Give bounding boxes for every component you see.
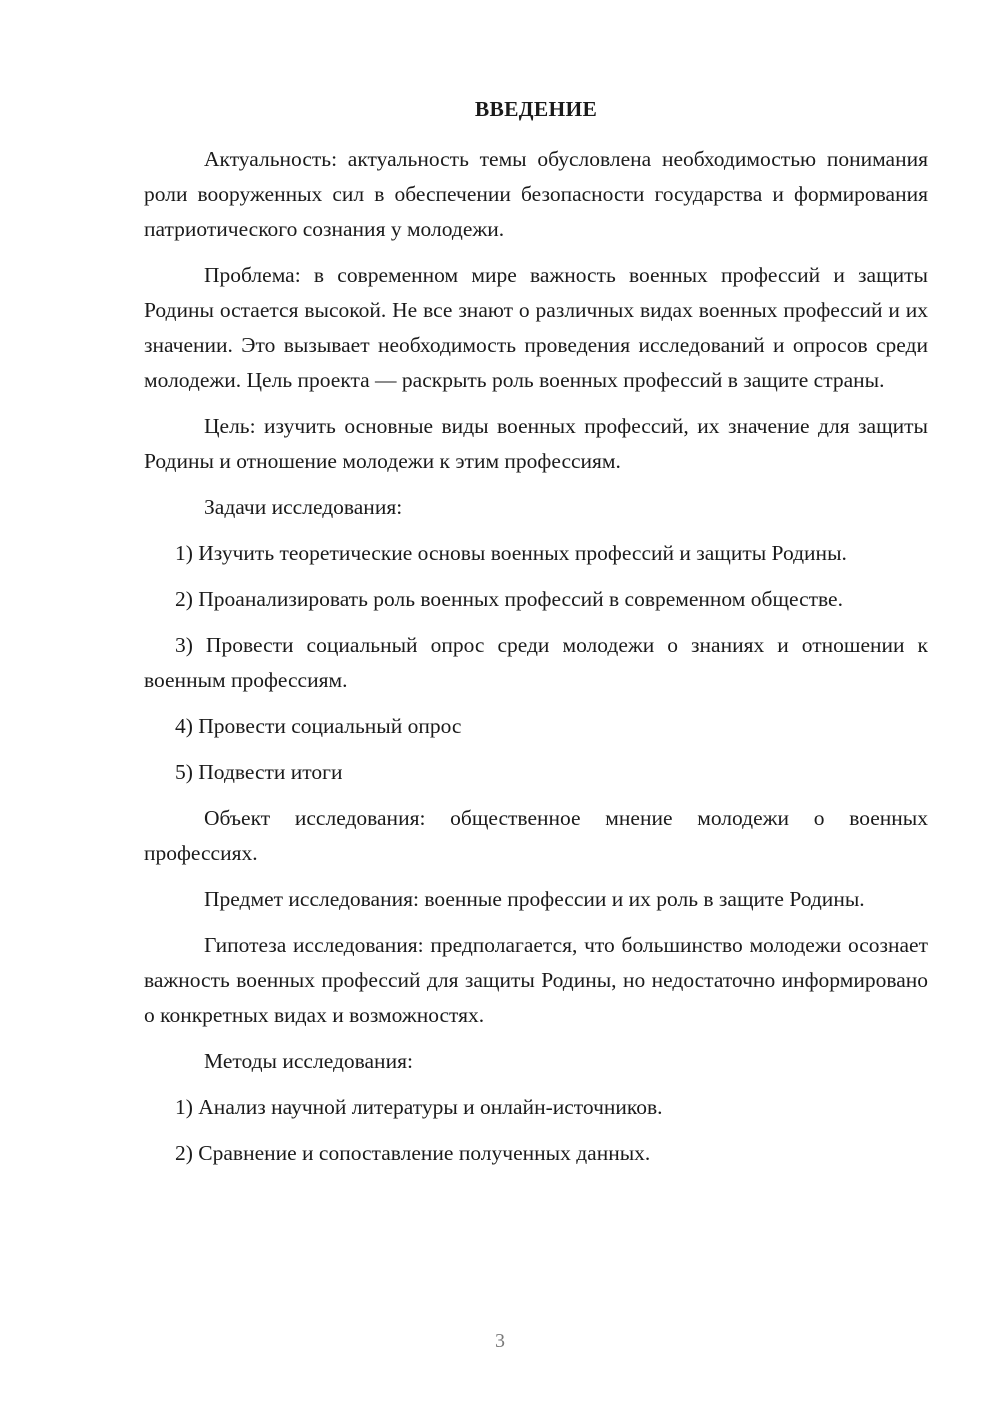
task-item-4: 4) Провести социальный опрос <box>175 714 462 738</box>
document-page <box>144 92 928 1182</box>
methods-heading: Методы исследования: <box>204 1049 413 1073</box>
subject-paragraph: Предмет исследования: военные профессии и их роль в защите Родины. <box>204 887 865 911</box>
object-paragraph: Объект исследования: общественное мнение молодежи о военных профессиях. <box>144 806 928 865</box>
task-item-2: 2) Проанализировать роль военных профессий в современном обществе. <box>175 587 843 611</box>
method-item-1: 1) Анализ научной литературы и онлайн-источников. <box>175 1095 663 1119</box>
tasks-heading: Задачи исследования: <box>204 495 403 519</box>
method-item-2: 2) Сравнение и сопоставление полученных данных. <box>175 1141 651 1165</box>
page-number: 3 <box>495 1330 505 1352</box>
problem-paragraph: Проблема: в современном мире важность военных профессий и защиты Родины остается высокой. Не все знают о различных видах военных профессий и их значении. Это вызывает необходимость проведения исследований и опросов среди молодежи. Цель проекта — раскрыть роль военных профессий в защите страны. <box>144 263 928 392</box>
relevance-paragraph: Актуальность: актуальность темы обусловлена необходимостью понимания роли вооруженных сил в обеспечении безопасности государства и формирования патриотического сознания у молодежи. <box>144 147 928 241</box>
task-item-5: 5) Подвести итоги <box>175 760 343 784</box>
task-item-1: 1) Изучить теоретические основы военных профессий и защиты Родины. <box>175 541 847 565</box>
hypothesis-paragraph: Гипотеза исследования: предполагается, что большинство молодежи осознает важность военных профессий для защиты Родины, но недостаточно информировано о конкретных видах и возможностях. <box>144 933 928 1027</box>
goal-paragraph: Цель: изучить основные виды военных профессий, их значение для защиты Родины и отношение молодежи к этим профессиям. <box>144 414 928 473</box>
section-title: ВВЕДЕНИЕ <box>474 97 598 121</box>
task-item-3: 3) Провести социальный опрос среди молодежи о знаниях и отношении к военным профессиям. <box>144 633 928 692</box>
